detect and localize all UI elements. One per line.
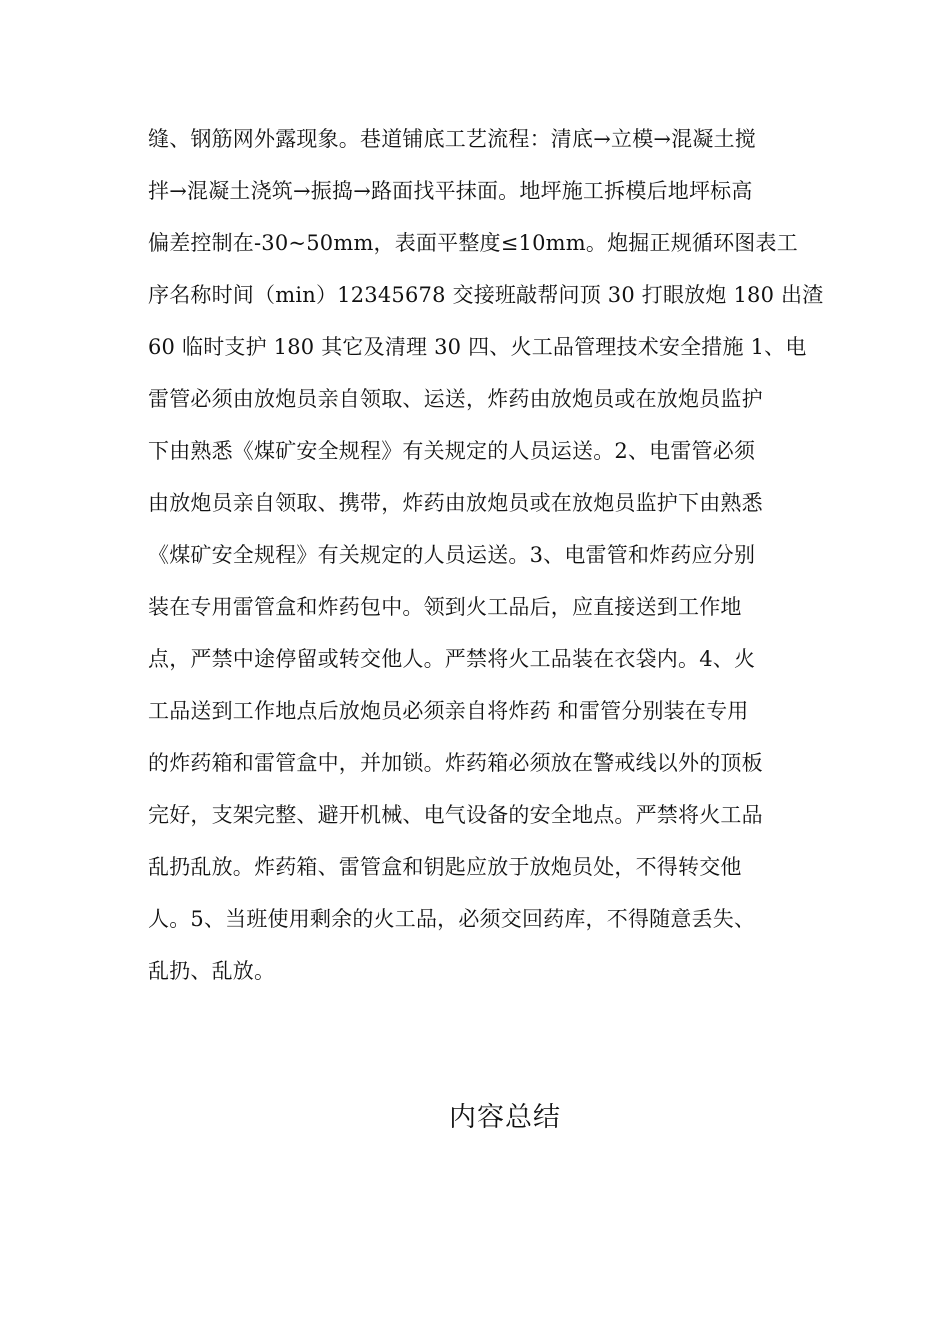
text-line: 人。5、当班使用剩余的火工品，必须交回药库，不得随意丢失、 xyxy=(148,907,756,931)
text-line: 点，严禁中途停留或转交他人。严禁将火工品装在衣袋内。4、火 xyxy=(148,647,756,671)
body-paragraph xyxy=(148,113,824,997)
text-line: 60 临时支护 180 其它及清理 30 四、火工品管理技术安全措施 1、电 xyxy=(148,335,807,359)
text-line: 缝、钢筋网外露现象。巷道铺底工艺流程：清底→立模→混凝土搅 xyxy=(148,127,756,151)
text-line: 装在专用雷管盒和炸药包中。领到火工品后，应直接送到工作地 xyxy=(148,595,742,619)
text-line: 完好，支架完整、避开机械、电气设备的安全地点。严禁将火工品 xyxy=(148,803,763,827)
text-line: 乱扔、乱放。 xyxy=(148,959,276,983)
text-line: 《煤矿安全规程》有关规定的人员运送。3、电雷管和炸药应分别 xyxy=(148,543,756,567)
text-line: 序名称时间（min）12345678 交接班敲帮问顶 30 打眼放炮 180 出渣 xyxy=(148,283,824,307)
text-line: 雷管必须由放炮员亲自领取、运送，炸药由放炮员或在放炮员监护 xyxy=(148,387,763,411)
text-line: 偏差控制在-30~50mm，表面平整度≤10mm。炮掘正规循环图表工 xyxy=(148,231,798,255)
text-line: 工品送到工作地点后放炮员必须亲自将炸药 和雷管分别装在专用 xyxy=(148,699,749,723)
text-line: 由放炮员亲自领取、携带，炸药由放炮员或在放炮员监护下由熟悉 xyxy=(148,491,763,515)
text-line: 下由熟悉《煤矿安全规程》有关规定的人员运送。2、电雷管必须 xyxy=(148,439,756,463)
text-line: 拌→混凝土浇筑→振捣→路面找平抹面。地坪施工拆模后地坪标高 xyxy=(148,179,753,203)
text-line: 乱扔乱放。炸药箱、雷管盒和钥匙应放于放炮员处，不得转交他 xyxy=(148,855,742,879)
text-line: 的炸药箱和雷管盒中，并加锁。炸药箱必须放在警戒线以外的顶板 xyxy=(148,751,763,775)
section-title: 内容总结 xyxy=(449,1102,561,1133)
